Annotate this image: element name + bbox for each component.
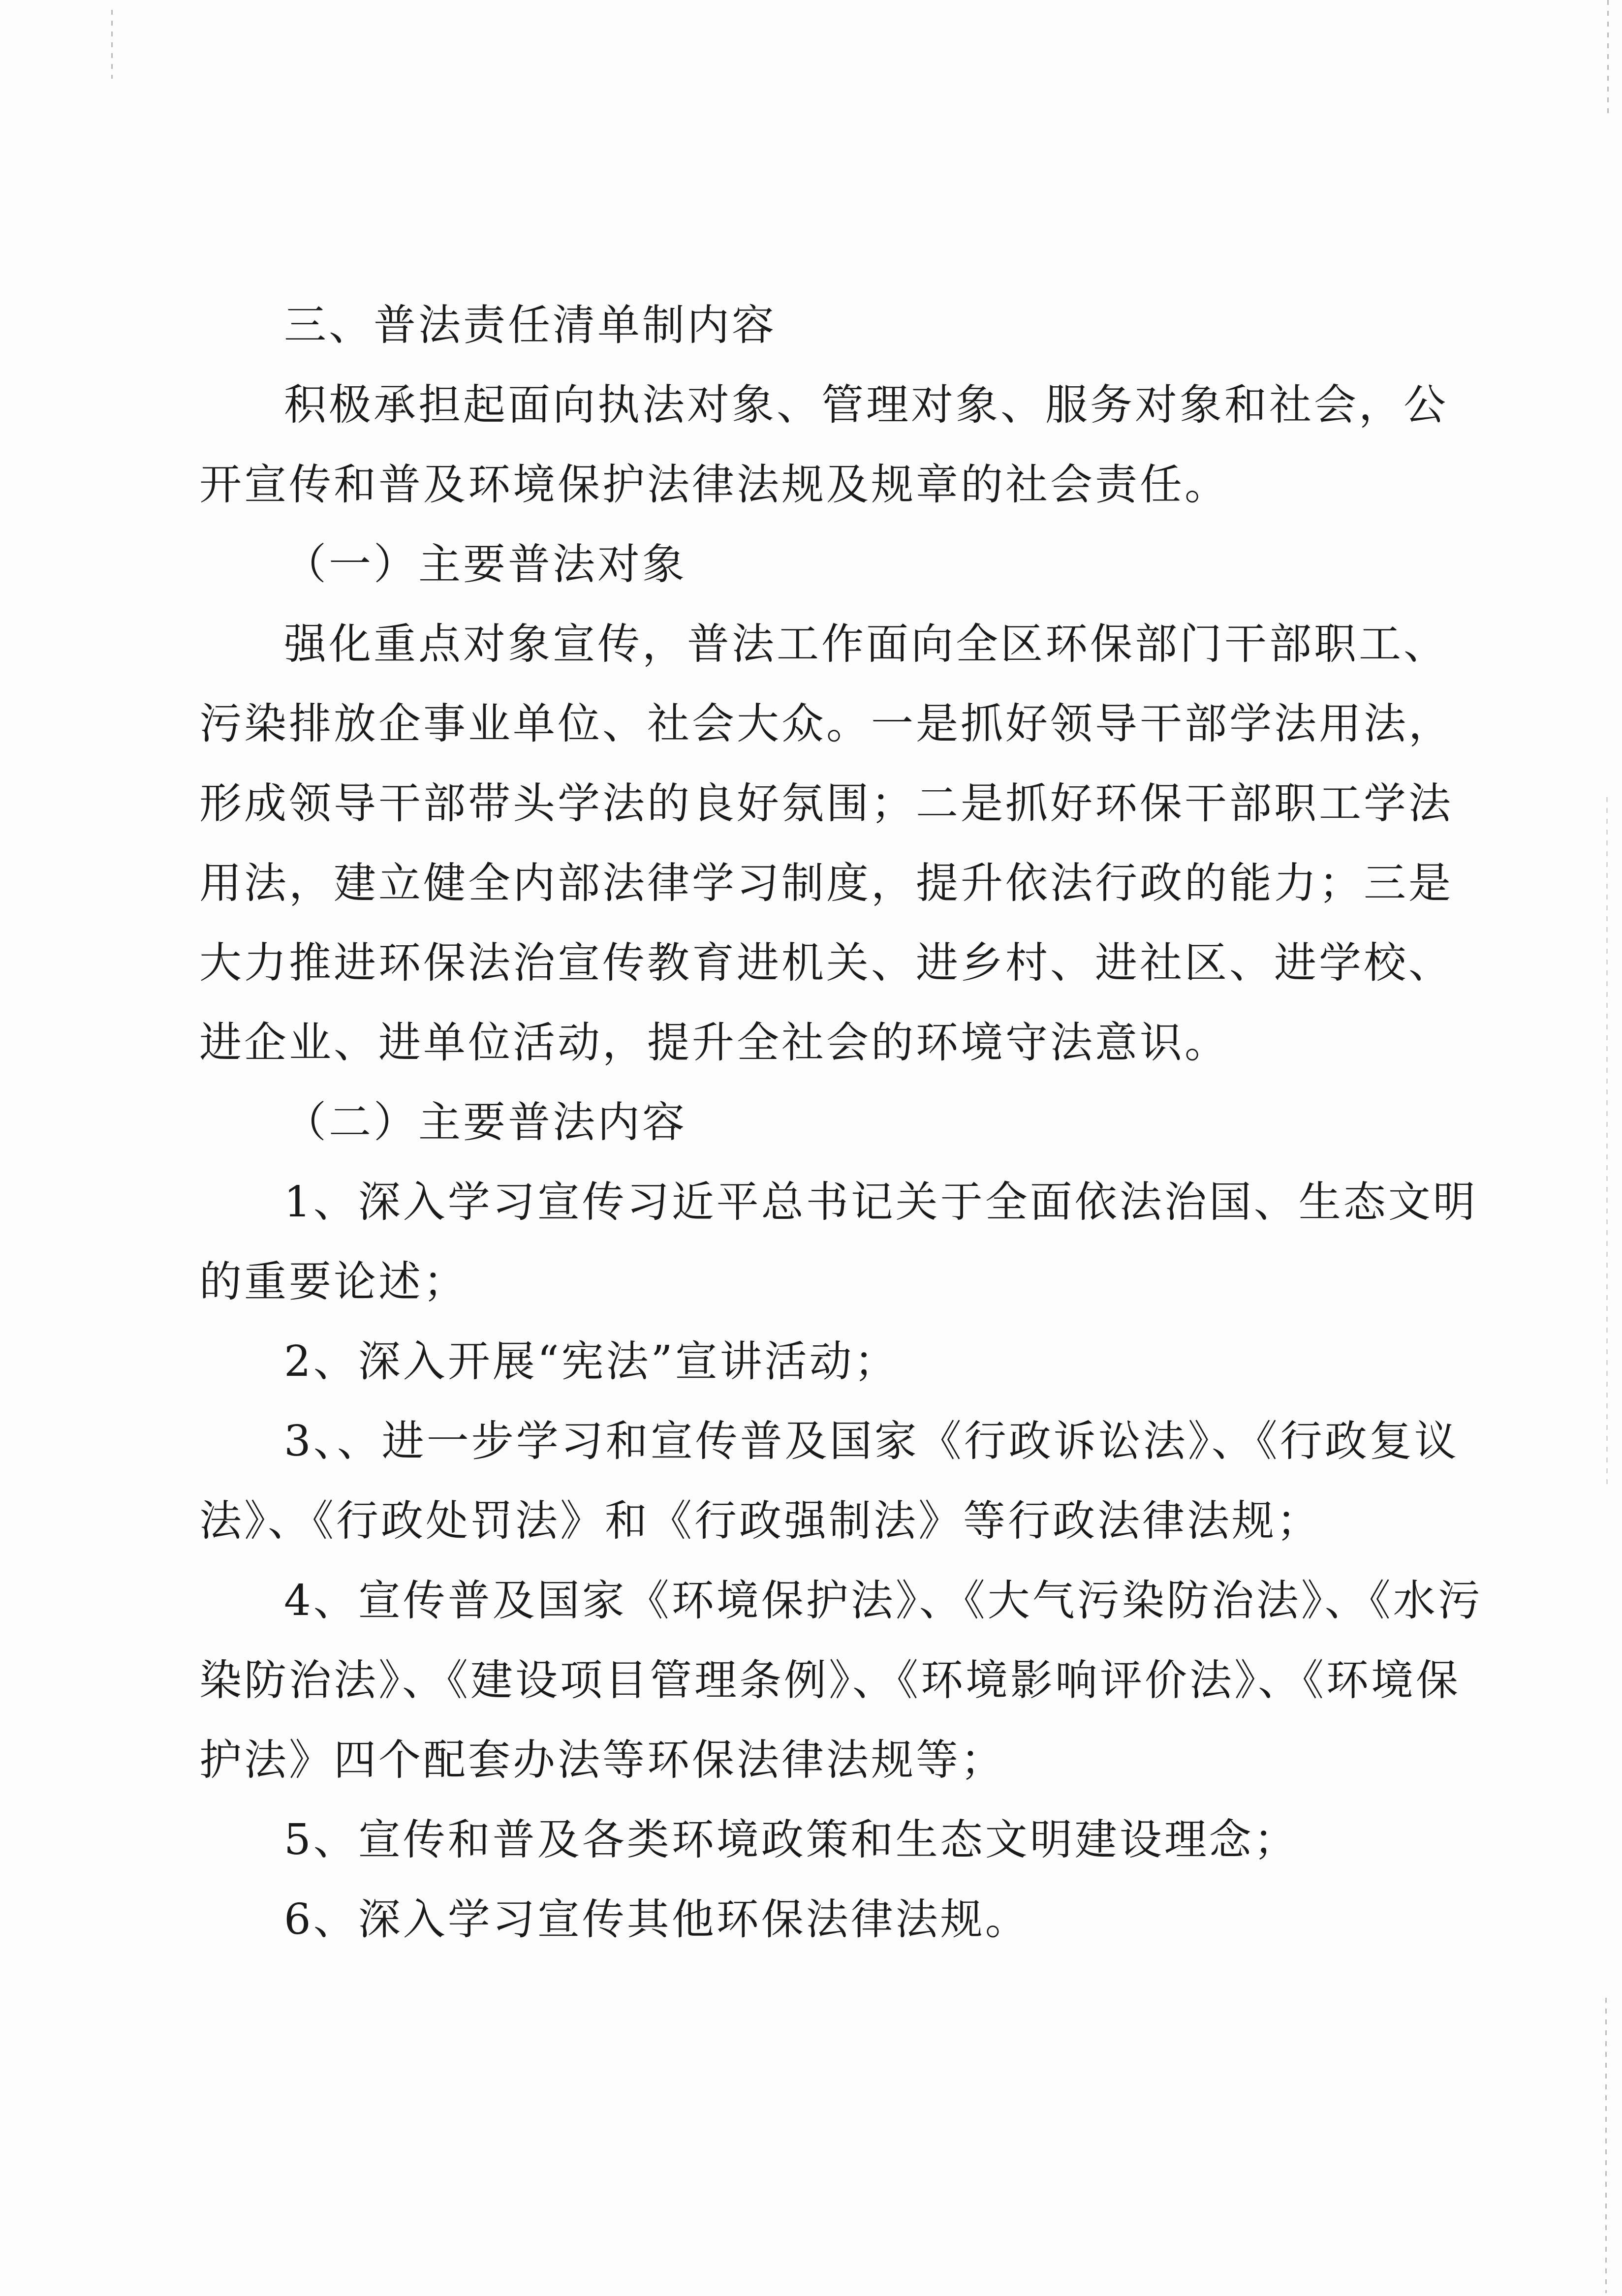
text-line: 1、深入学习宣传习近平总书记关于全面依法治国、生态文明 [284, 1178, 1478, 1227]
text-line: 形成领导干部带头学法的良好氛围；二是抓好环保干部职工学法 [199, 779, 1453, 828]
text-line: 5、宣传和普及各类环境政策和生态文明建设理念； [284, 1815, 1299, 1864]
text-line: 开宣传和普及环境保护法律法规及规章的社会责任。 [199, 460, 1229, 509]
text-line: 强化重点对象宣传，普法工作面向全区环保部门干部职工、 [284, 620, 1448, 669]
text-line: （二）主要普法内容 [284, 1098, 687, 1147]
text-line: 用法，建立健全内部法律学习制度，提升依法行政的能力；三是 [199, 859, 1453, 908]
text-line: 的重要论述； [199, 1257, 468, 1306]
text-line: 大力推进环保法治宣传教育进机关、进乡村、进社区、进学校、 [199, 938, 1453, 988]
scan-edge-mark [1605, 1998, 1607, 2293]
scan-edge-mark [111, 10, 113, 79]
scan-edge-mark [1606, 797, 1608, 1486]
text-line: 护法》四个配套办法等环保法律法规等； [199, 1736, 1005, 1785]
text-line: 6、深入学习宣传其他环保法律法规。 [284, 1895, 1030, 1944]
document-body [199, 285, 1483, 1959]
scan-edge-mark [1607, 0, 1609, 118]
text-line: 2、深入开展“宪法”宣讲活动； [284, 1337, 899, 1386]
text-line: （一）主要普法对象 [284, 540, 687, 589]
text-line: 染防治法》、《建设项目管理条例》、《环境影响评价法》、《环境保 [199, 1656, 1461, 1705]
text-line: 进企业、进单位活动，提升全社会的环境守法意识。 [199, 1018, 1229, 1067]
text-line: 法》、《行政处罚法》和《行政强制法》等行政法律法规； [199, 1496, 1321, 1546]
text-line: 污染排放企事业单位、社会大众。一是抓好领导干部学法用法， [199, 699, 1453, 748]
text-line: 3、、进一步学习和宣传普及国家《行政诉讼法》、《行政复议 [284, 1417, 1459, 1466]
text-line: 三、普法责任清单制内容 [284, 301, 777, 350]
text-line: 4、宣传普及国家《环境保护法》、《大气污染防治法》、《水污 [284, 1576, 1483, 1625]
text-line: 积极承担起面向执法对象、管理对象、服务对象和社会，公 [284, 380, 1448, 430]
